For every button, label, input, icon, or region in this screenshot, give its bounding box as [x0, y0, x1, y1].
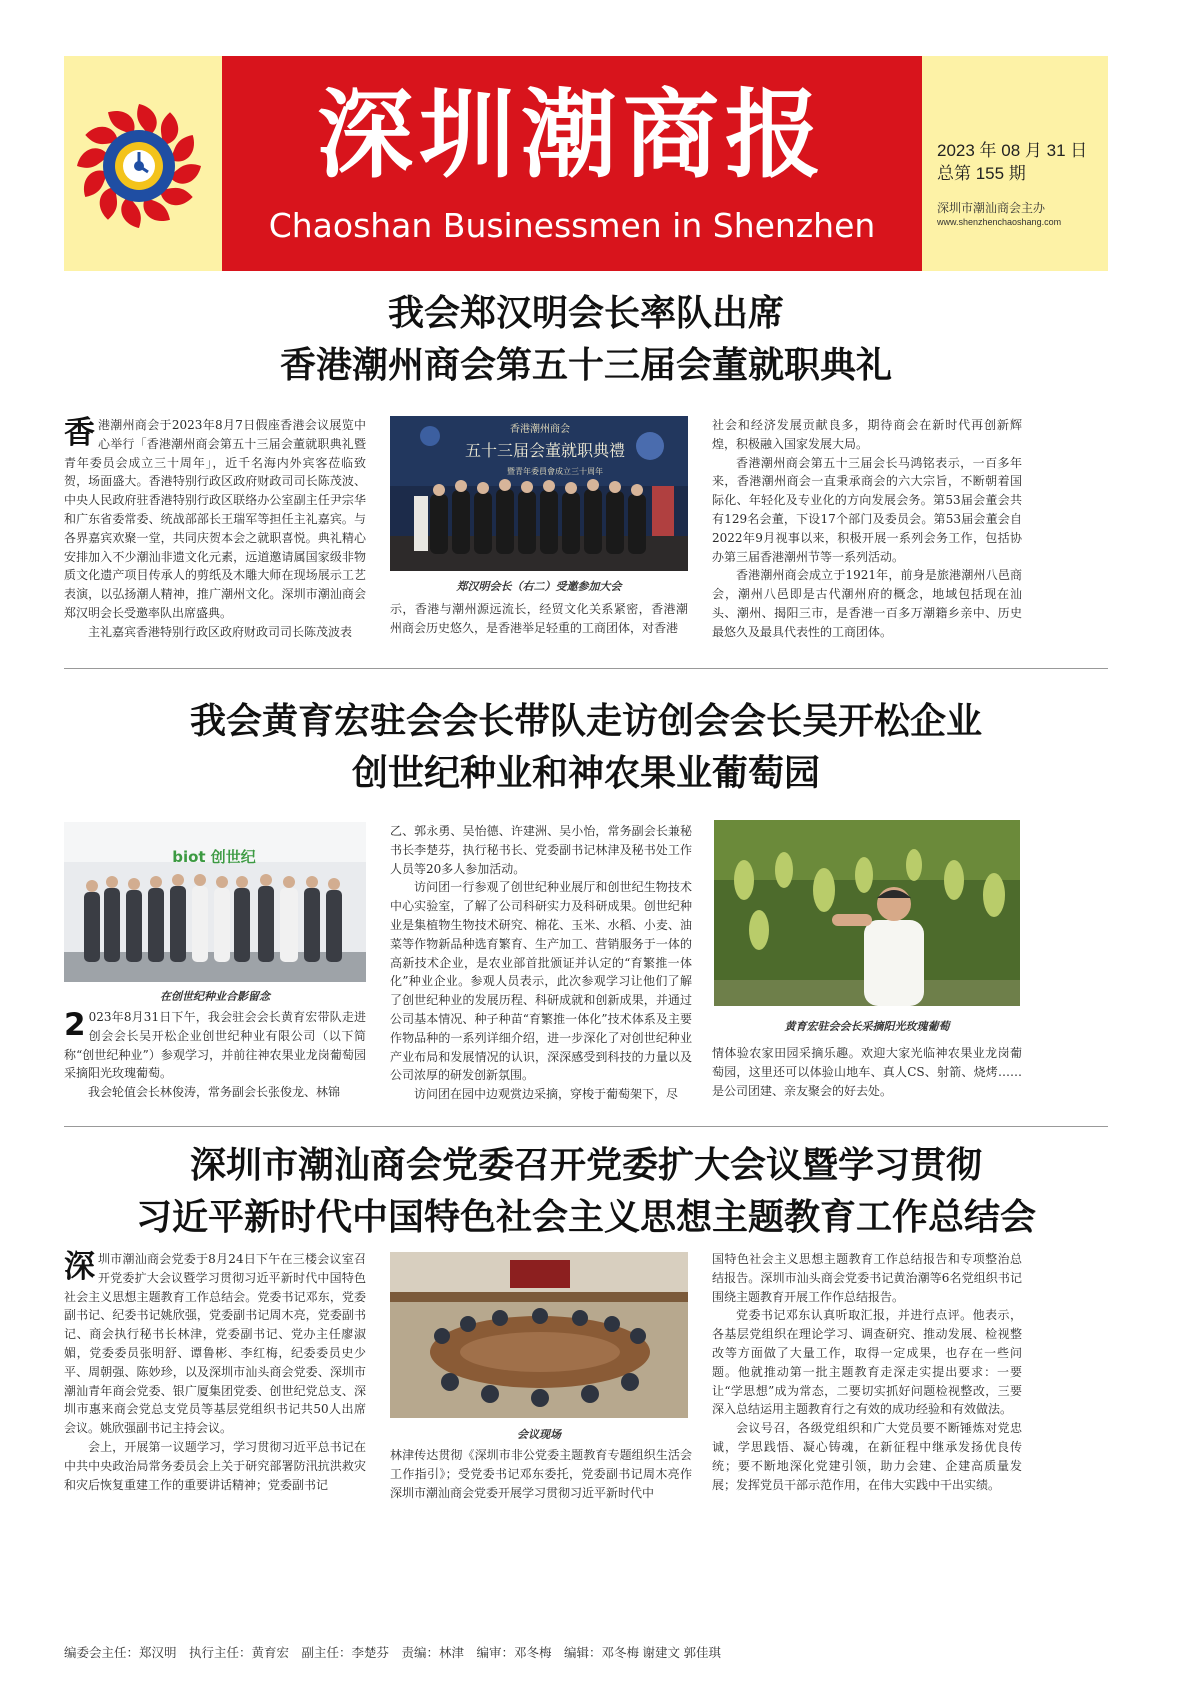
- article1-photo: [390, 416, 688, 571]
- event-photo-icon: [390, 416, 688, 571]
- paragraph: 国特色社会主义思想主题教育工作总结报告和专项整治总结报告。深圳市汕头商会党委书记黄治潮等6名党组织书记围绕主题教育开展工作作总结报告。: [712, 1252, 1022, 1304]
- article3-photo: [390, 1252, 688, 1418]
- dropcap: 香: [64, 416, 95, 451]
- masthead-banner: [222, 56, 922, 271]
- paragraph: 访问团一行参观了创世纪种业展厅和创世纪生物技术中心实验室，了解了公司科研实力及科研成果。创世纪种业是集植物生物技术研究、棉花、玉米、水稻、小麦、油菜等作物新品种选育繁育、生产加工、营销服务于一体的高新技术企业，是农业部首批颁证并认定的“育繁推一体化”种业企业。参观人员表示，此次参观学习让他们了解了创世纪种业的发展历程、科研成就和创新成果，并通过公司基本情况、种子种苗“育繁推一体化”技术体系及主要作物品种的一系列详细介绍，进一步深化了对创世纪种业产业布局和发展情况的认识，深深感受到科技的力量以及公司浓厚的研发创新氛围。: [390, 880, 692, 1083]
- headline-line: 我会黄育宏驻会会长带队走访创会会长吴开松企业: [189, 701, 982, 742]
- article2-col1: [64, 1008, 366, 1118]
- article2-photo1-caption: 在创世纪种业合影留念: [160, 990, 270, 1003]
- article1-col3: [712, 416, 1022, 656]
- article1-photo-caption: 郑汉明会长（右二）受邀参加大会: [456, 580, 622, 593]
- issue-number: 总第 155 期: [937, 164, 1026, 183]
- vineyard-photo-icon: [714, 820, 1020, 1006]
- article3-col3: [712, 1250, 1022, 1634]
- article3-headline: [64, 1140, 1108, 1244]
- newspaper-title: 深圳潮商报: [317, 79, 827, 191]
- article2-col2: [390, 822, 692, 1118]
- dropcap: 2: [64, 1008, 86, 1043]
- headline-line: 深圳市潮汕商会党委召开党委扩大会议暨学习贯彻: [189, 1145, 982, 1186]
- article2-photo2: [714, 820, 1020, 1006]
- article1-col2: [390, 600, 688, 656]
- paragraph: 会议号召，各级党组织和广大党员要不断锤炼对党忠诚，学思践悟、凝心铸魂，在新征程中继承发扬优良传统；要不断地深化党建引领，助力会建、企建高质量发展；发挥党员干部示范作用，在伟大实践中干出实绩。: [712, 1421, 1022, 1492]
- article2-headline: [64, 696, 1108, 800]
- paragraph: 情体验农家田园采摘乐趣。欢迎大家光临神农果业龙岗葡萄园，这里还可以体验山地车、真人CS、射箭、烧烤……是公司团建、亲友聚会的好去处。: [712, 1046, 1022, 1098]
- website[interactable]: www.shenzhenchaoshang.com: [937, 217, 1062, 227]
- article2-photo2-caption: 黄育宏驻会会长采摘阳光玫瑰葡萄: [784, 1020, 950, 1033]
- editorial-credits: 编委会主任：郑汉明 执行主任：黄育宏 副主任：李楚芬 责编：林津 编审：邓冬梅 编辑：邓冬梅 谢建文 郭佳琪: [64, 1646, 721, 1660]
- article3-col1: [64, 1250, 366, 1634]
- dropcap: 深: [64, 1250, 95, 1285]
- masthead: [64, 56, 1108, 271]
- paragraph: 访问团在园中边观赏边采摘，穿梭于葡萄架下，尽: [414, 1087, 679, 1102]
- group-photo-icon: [64, 822, 366, 982]
- paragraph: 党委书记邓东认真听取汇报，并进行点评。他表示，各基层党组织在理论学习、调查研究、推动发展、检视整改等方面做了大量工作，取得一定成果，也存在一些问题。他就推动第一批主题教育走深走实提出要求：一要让“学思想”成为常态，二要切实抓好问题检视整改，三要深入总结运用主题教育行之有效的成功经验和有效做法。: [712, 1308, 1022, 1417]
- paragraph: 主礼嘉宾香港特别行政区政府财政司司长陈茂波表: [88, 624, 353, 639]
- article1-headline: [64, 288, 1108, 392]
- photo-banner-text: 五十三届会董就职典禮: [464, 441, 626, 460]
- chamber-logo-icon: [74, 101, 204, 231]
- article1-col1: [64, 416, 366, 654]
- photo-logo-text: biot 创世纪: [172, 848, 256, 866]
- section-divider: [64, 668, 1108, 669]
- paragraph: 香港潮州商会第五十三届会长马鸿铭表示，一百多年来，香港潮州商会一直秉承商会的六大宗旨，不断朝着国际化、年轻化及专业化的方向发展会务。第53届会董会共有129名会董，下设17个部门及委员会。第53届会董会自2022年9月视事以来，积极开展一系列会务工作，包括协办第三届香港潮州节等一系列活动。: [712, 455, 1022, 564]
- section-divider: [64, 1126, 1108, 1127]
- paragraph: 会上，开展第一议题学习，学习贯彻习近平总书记在中共中央政治局常务委员会上关于研究部署防汛抗洪救灾和灾后恢复重建工作的重要讲话精神；党委副书记: [64, 1439, 366, 1492]
- headline-line: 香港潮州商会第五十三届会董就职典礼: [279, 345, 892, 386]
- paragraph: 圳市潮汕商会党委于8月24日下午在三楼会议室召开党委扩大会议暨学习贯彻习近平新时代中国特色社会主义思想主题教育工作总结会。党委书记邓东，党委副书记、纪委书记姚欣强，党委副书记周木亮，党委副书记、商会执行秘书长林津，党委副书记、党办主任廖淑媚，党委委员张明舒、谭鲁彬、李红梅，纪委委员史少平、周朝强、陈妙珍，以及深圳市汕头商会党委、深圳市潮汕青年商会党委、银广厦集团党委、创世纪党总支、深圳市惠来商会党总支党员等基层党组织书记共50人出席会议。姚欣强副书记主持会议。: [64, 1252, 366, 1436]
- paragraph: 乙、郭永勇、吴怡德、许建洲、吴小怡，常务副会长兼秘书长李楚芬，执行秘书长、党委副书记林津及秘书处工作人员等20多人参加活动。: [390, 824, 692, 876]
- paragraph: 我会轮值会长林俊涛，常务副会长张俊龙、林锦: [88, 1085, 341, 1100]
- article3-col2: [390, 1446, 692, 1522]
- publisher: 深圳市潮汕商会主办: [937, 201, 1046, 215]
- paragraph: 示，香港与潮州源远流长，经贸文化关系紧密，香港潮州商会历史悠久，是香港举足轻重的工商团体，对香港: [390, 602, 688, 635]
- newspaper-subtitle: Chaoshan Businessmen in Shenzhen: [268, 206, 876, 245]
- paragraph: 港潮州商会于2023年8月7日假座香港会议展览中心举行「香港潮州商会第五十三届会董就职典礼暨青年委员会成立三十周年」，近千名海内外宾客莅临致贺，场面盛大。香港特别行政区政府财政司司长陈茂波、中央人民政府驻香港特别行政区联络办公室副主任尹宗华和广东省委常委、统战部部长王瑞军等担任主礼嘉宾。与各界嘉宾欢聚一堂，共同庆贺本会之就职喜悦。典礼精心安排加入不少潮汕非遗文化元素，远道邀请属国家级非物质文化遗产项目传承人的剪纸及木雕大师在现场展示工艺表演，以弘扬潮人精神，推广潮州文化。深圳市潮汕商会郑汉明会长受邀率队出席盛典。: [64, 418, 366, 620]
- headline-line: 习近平新时代中国特色社会主义思想主题教育工作总结会: [135, 1197, 1036, 1238]
- paragraph: 林津传达贯彻《深圳市非公党委主题教育专题组织生活会工作指引》；受党委书记邓东委托，党委副书记周木亮作深圳市潮汕商会党委开展学习贯彻习近平新时代中: [390, 1448, 692, 1500]
- headline-line: 创世纪种业和神农果业葡萄园: [351, 753, 820, 794]
- paragraph: 023年8月31日下午，我会驻会会长黄育宏带队走进创会会长吴开松企业创世纪种业有限公司（以下简称“创世纪种业”）参观学习，并前往神农果业龙岗葡萄园采摘阳光玫瑰葡萄。: [64, 1010, 366, 1081]
- issue-date: 2023 年 08 月 31 日: [937, 141, 1088, 160]
- paragraph: 香港潮州商会成立于1921年，前身是旅港潮州八邑商会，潮州八邑即是古代潮州府的概念，地域包括现在汕头、潮州、揭阳三市，是香港一百多万潮籍乡亲中、历史最悠久及最具代表性的工商团体。: [712, 568, 1022, 639]
- paragraph: 社会和经济发展贡献良多，期待商会在新时代再创新辉煌，积极融入国家发展大局。: [712, 418, 1022, 451]
- meeting-photo-icon: [390, 1252, 688, 1418]
- photo-banner-text: 香港潮州商会: [510, 424, 570, 435]
- headline-line: 我会郑汉明会长率队出席: [387, 293, 784, 334]
- article3-photo-caption: 会议现场: [517, 1428, 561, 1441]
- issue-info: [937, 140, 1107, 228]
- article2-photo1: [64, 822, 366, 982]
- photo-banner-text: 暨青年委員會成立三十周年: [507, 467, 603, 476]
- article2-col3: [712, 1044, 1022, 1120]
